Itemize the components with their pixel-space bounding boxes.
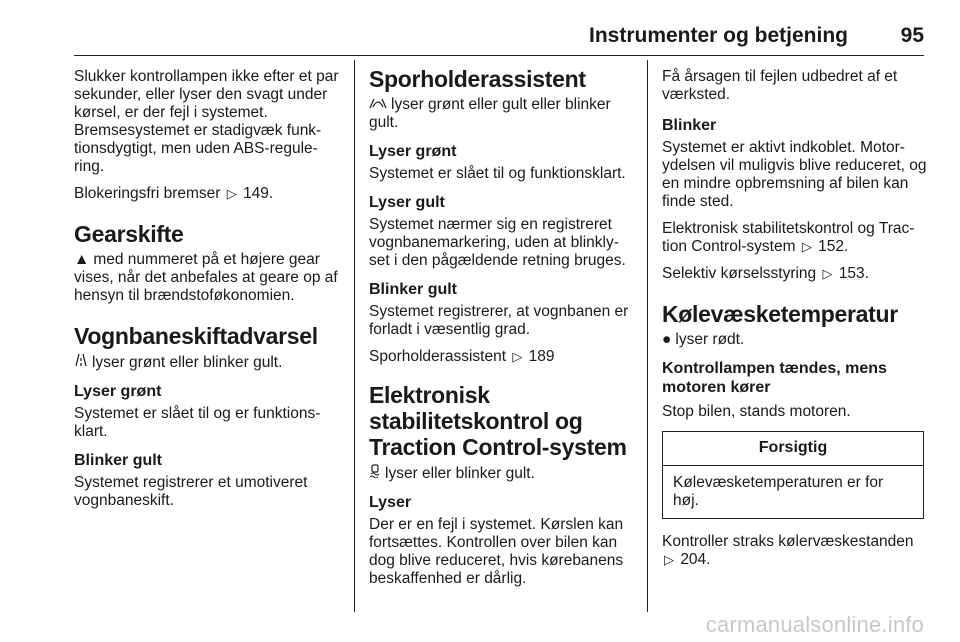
esc-lyser-paragraph: Der er en fejl i systemet. Kørslen kan fortsættes. Kontrollen over bilen kan dog blive reduceret, hvis kørebanens beskaffenhed er dårlig. — [369, 516, 624, 587]
page-ref-arrow-icon: ▷ — [664, 552, 674, 567]
spor-yellow-paragraph: Systemet nærmer sig en registreret vognbanemarkering, uden at blinkly-set i den pågældende retning bruges. — [369, 216, 626, 269]
heading-koelevaesketemperatur: Kølevæsketemperatur — [662, 301, 898, 327]
esc-reference-text: Elektronisk stabilitetskontrol og Trac-tion Control-system — [662, 220, 915, 255]
coolant-paragraph — [662, 331, 927, 349]
lane-text: lyser grønt eller blinker gult. — [92, 354, 283, 371]
column-divider-1 — [354, 60, 355, 612]
esc-skid-icon — [369, 464, 381, 483]
heading-blinker-gult: Blinker gult — [74, 452, 163, 469]
selective-drive-reference — [662, 265, 927, 283]
abs-paragraph: Slukker kontrollampen ikke efter et par sekunder, eller lyser den svagt under kørsel, er der fejl i systemet. Bremsesystemet er stadigvæk funk-tionsdygtigt, men uden ABS-regule-ring. — [74, 68, 339, 175]
abs-reference-text: Blokeringsfri bremser — [74, 185, 221, 202]
heading-blinker-gult: Blinker gult — [369, 281, 458, 298]
check-coolant-page: 204. — [680, 551, 711, 568]
selective-drive-page: 153. — [838, 265, 869, 282]
gear-up-arrow-icon: ▲ — [74, 251, 90, 268]
heading-esc: Elektronisk stabilitetskontrol og Traction Control-system — [369, 382, 627, 460]
esc-text: lyser eller blinker gult. — [385, 465, 535, 482]
heading-sporholderassistent: Sporholderassistent — [369, 66, 586, 92]
spor-reference-text: Sporholderassistent — [369, 348, 506, 365]
spor-paragraph — [369, 96, 635, 132]
column-1 — [74, 60, 344, 614]
abs-reference-page: 149. — [243, 185, 274, 202]
page-ref-arrow-icon: ▷ — [822, 266, 833, 281]
lane-departure-icon — [74, 353, 88, 372]
watermark: carmanualsonline.info — [705, 612, 924, 637]
lane-blink-paragraph: Systemet registrerer et umotiveret vognbaneskift. — [74, 474, 308, 509]
heading-engine-running: Kontrollampen tændes, mens motoren kører — [662, 360, 887, 396]
page-number: 95 — [900, 24, 924, 47]
page-header — [0, 0, 960, 58]
check-coolant-text: Kontroller straks kølervæskestanden — [662, 533, 914, 550]
abs-reference — [74, 185, 344, 203]
esc-paragraph — [369, 464, 635, 483]
spor-text: lyser grønt eller gult eller blinker gult. — [369, 96, 611, 131]
page-ref-arrow-icon: ▷ — [512, 349, 523, 364]
coolant-text: lyser rødt. — [675, 331, 745, 348]
workshop-paragraph: Få årsagen til fejlen udbedret af et værksted. — [662, 68, 898, 103]
heading-vognbaneskiftadvarsel: Vognbaneskiftadvarsel — [74, 323, 318, 349]
header-rule — [74, 55, 924, 56]
check-coolant-paragraph — [662, 533, 927, 569]
caution-title: Forsigtig — [663, 432, 923, 466]
esc-blink-paragraph: Systemet er aktivt indkoblet. Motor-ydelsen vil muligvis blive reduceret, og en mindre opbremsning af bilen kan finde sted. — [662, 139, 927, 210]
gear-paragraph — [74, 251, 344, 305]
selective-drive-text: Selektiv kørselsstyring — [662, 265, 817, 282]
caution-body: Kølevæsketemperaturen er for høj. — [673, 474, 884, 509]
column-divider-2 — [647, 60, 648, 612]
esc-reference-page: 152. — [818, 238, 849, 255]
spor-green-paragraph: Systemet er slået til og funktionsklart. — [369, 165, 626, 182]
heading-gearskifte: Gearskifte — [74, 221, 184, 247]
heading-lyser-gult: Lyser gult — [369, 194, 445, 211]
heading-lyser-groent: Lyser grønt — [74, 383, 162, 400]
page-ref-arrow-icon: ▷ — [801, 239, 812, 254]
heading-lyser-groent: Lyser grønt — [369, 143, 457, 160]
running-header-title: Instrumenter og betjening — [588, 24, 848, 47]
spor-reference-page: 189 — [528, 348, 555, 365]
stop-engine-paragraph: Stop bilen, stands motoren. — [662, 403, 851, 420]
lane-green-paragraph: Systemet er slået til og er funktions-klart. — [74, 405, 321, 440]
column-3 — [662, 60, 927, 614]
column-2 — [369, 60, 635, 614]
heading-blinker: Blinker — [662, 117, 717, 134]
page-ref-arrow-icon: ▷ — [226, 186, 237, 201]
lane-keep-assist-icon — [369, 96, 387, 114]
coolant-temperature-icon: ● — [662, 331, 672, 348]
caution-box — [662, 431, 924, 519]
spor-reference — [369, 348, 635, 366]
gear-text: med nummeret på et højere gear vises, når det anbefales at geare op af hensyn til brændstoføkonomien. — [74, 251, 338, 304]
spor-blink-paragraph: Systemet registrerer, at vognbanen er forladt i væsentlig grad. — [369, 303, 629, 338]
esc-reference — [662, 220, 927, 256]
heading-lyser: Lyser — [369, 494, 412, 511]
lane-paragraph — [74, 353, 344, 372]
